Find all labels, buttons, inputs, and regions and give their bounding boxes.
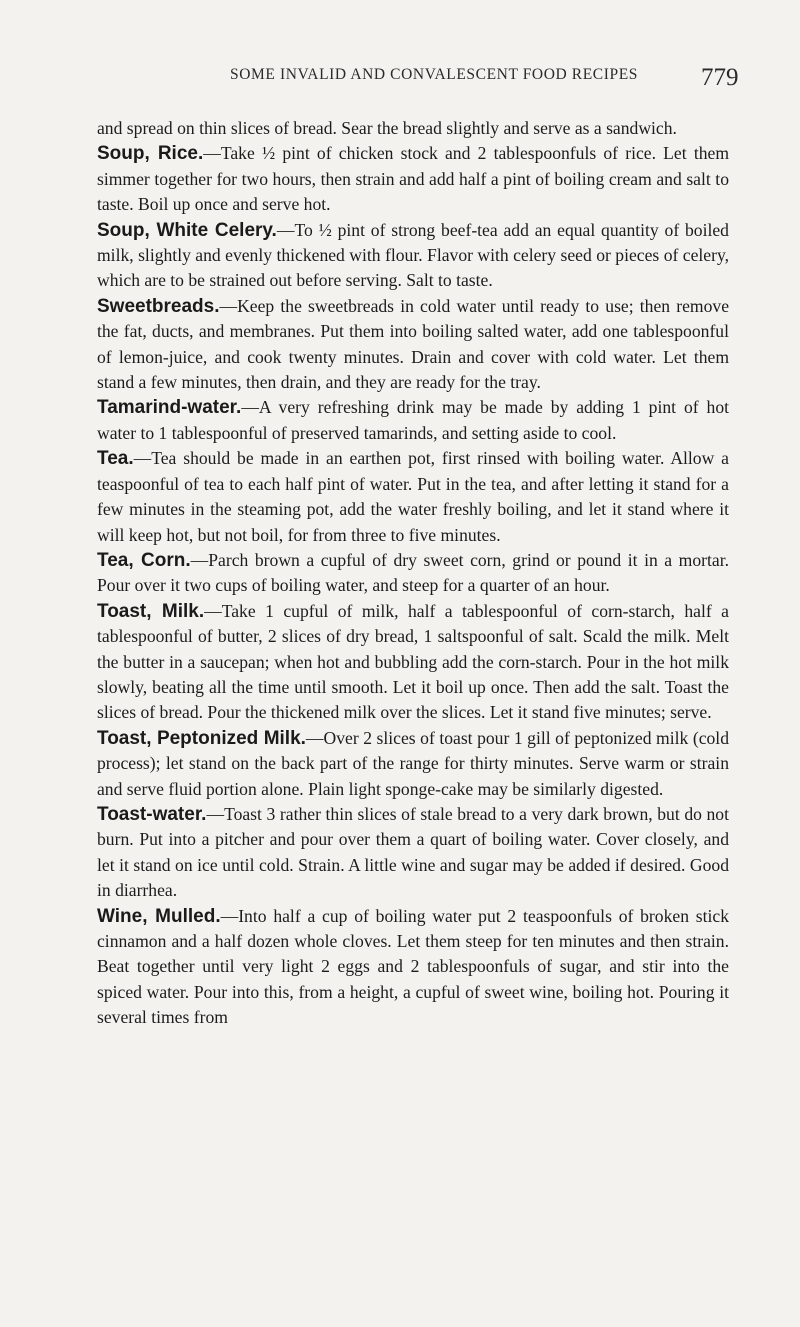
recipe-title: Tamarind-water. xyxy=(97,397,242,419)
recipe-text: —Parch brown a cupful of dry sweet corn, grind or pound it in a mortar. Pour over it two cups of boiling water, and steep for a quarter of an hour. xyxy=(97,549,729,596)
recipe-tamarind-water xyxy=(97,395,729,446)
recipe-text: —Keep the sweetbreads in cold water until ready to use; then remove the fat, ducts, and membranes. Put them into boiling salted water, add one tablespoonful of lemon-juice, and cook twenty minutes. Drain and cover with cold water. Let them stand a few minutes, then drain, and they are ready for the tray. xyxy=(97,295,729,393)
recipe-text: —A very refreshing drink may be made by adding 1 pint of hot water to 1 tablespoonful of preserved tamarinds, and setting aside to cool. xyxy=(97,397,729,443)
recipe-text: —Into half a cup of boiling water put 2 teaspoonfuls of broken stick cinnamon and a half dozen whole cloves. Let them steep for ten minutes and then strain. Beat together until very light 2 eggs and 2 tablespoonfuls of sugar, and stir into the spiced water. Pour into this, from a height, a cupful of sweet wine, boiling hot. Pouring it several times from xyxy=(97,905,730,1028)
page-number: 779 xyxy=(701,64,739,91)
recipe-text: —Take 1 cupful of milk, half a tablespoonful of corn-starch, half a tablespoonful of butter, 2 slices of dry bread, 1 saltspoonful of salt. Scald the milk. Melt the butter in a saucepan; when hot and bubbling add the corn-starch. Pour in the hot milk slowly, beating all the time until smooth. Let it boil up once. Then add the salt. Toast the slices of bread. Pour the thickened milk over the slices. Let it stand five minutes; serve. xyxy=(97,600,729,723)
recipe-text: —Take ½ pint of chicken stock and 2 tablespoonfuls of rice. Let them simmer together for two hours, then strain and add half a pint of boiling cream and salt to taste. Boil up once and serve hot. xyxy=(97,143,729,215)
recipe-title: Soup, White Celery. xyxy=(97,219,277,241)
recipe-sweetbreads xyxy=(97,294,729,396)
recipe-text: —Tea should be made in an earthen pot, first rinsed with boiling water. Allow a teaspoonful of tea to each half pint of water. Put in the tea, and after letting it stand for a few minutes in the steaming pot, add the water freshly boiling, and let it stand where it will keep hot, but not boil, for from three to five minutes. xyxy=(97,448,729,545)
recipe-soup-white-celery xyxy=(97,218,729,294)
recipe-text: —Toast 3 rather thin slices of stale bread to a very dark brown, but do not burn. Put into a pitcher and pour over them a quart of boiling water. Cover closely, and let it stand on ice until cold. Strain. A little wine and sugar may be added if desired. Good in diarrhea. xyxy=(97,803,729,901)
recipe-title: Toast-water. xyxy=(97,803,207,825)
continuation-paragraph: and spread on thin slices of bread. Sear the bread slightly and serve as a sandwich. xyxy=(97,118,677,138)
recipe-title: Wine, Mulled. xyxy=(97,905,221,927)
recipe-title: Toast, Peptonized Milk. xyxy=(97,727,306,749)
recipe-title: Tea. xyxy=(97,448,134,470)
recipe-toast-peptonized-milk xyxy=(97,726,729,802)
running-title: SOME INVALID AND CONVALESCENT FOOD RECIPES xyxy=(230,66,639,83)
recipe-title: Tea, Corn. xyxy=(97,549,191,571)
recipe-text-column xyxy=(97,116,729,1031)
recipe-toast-water xyxy=(97,802,729,904)
recipe-text: —Over 2 slices of toast pour 1 gill of peptonized milk (cold process); let stand on the back part of the range for thirty minutes. Serve warm or strain and serve fluid portion alone. Plain light sponge-cake may be similarly digested. xyxy=(97,727,729,799)
running-head xyxy=(0,66,800,106)
recipe-title: Sweetbreads. xyxy=(97,295,220,317)
recipe-title: Toast, Milk. xyxy=(97,600,205,622)
recipe-toast-milk xyxy=(97,599,729,726)
recipe-text: —To ½ pint of strong beef-tea add an equal quantity of boiled milk, slightly and evenly thickened with flour. Flavor with celery seed or pieces of celery, which are to be strained out before serving. Salt to taste. xyxy=(97,219,729,291)
recipe-tea-corn xyxy=(97,548,729,599)
recipe-tea xyxy=(97,446,729,548)
recipe-wine-mulled xyxy=(97,904,729,1031)
recipe-title: Soup, Rice. xyxy=(97,143,204,165)
recipe-soup-rice xyxy=(97,141,729,217)
